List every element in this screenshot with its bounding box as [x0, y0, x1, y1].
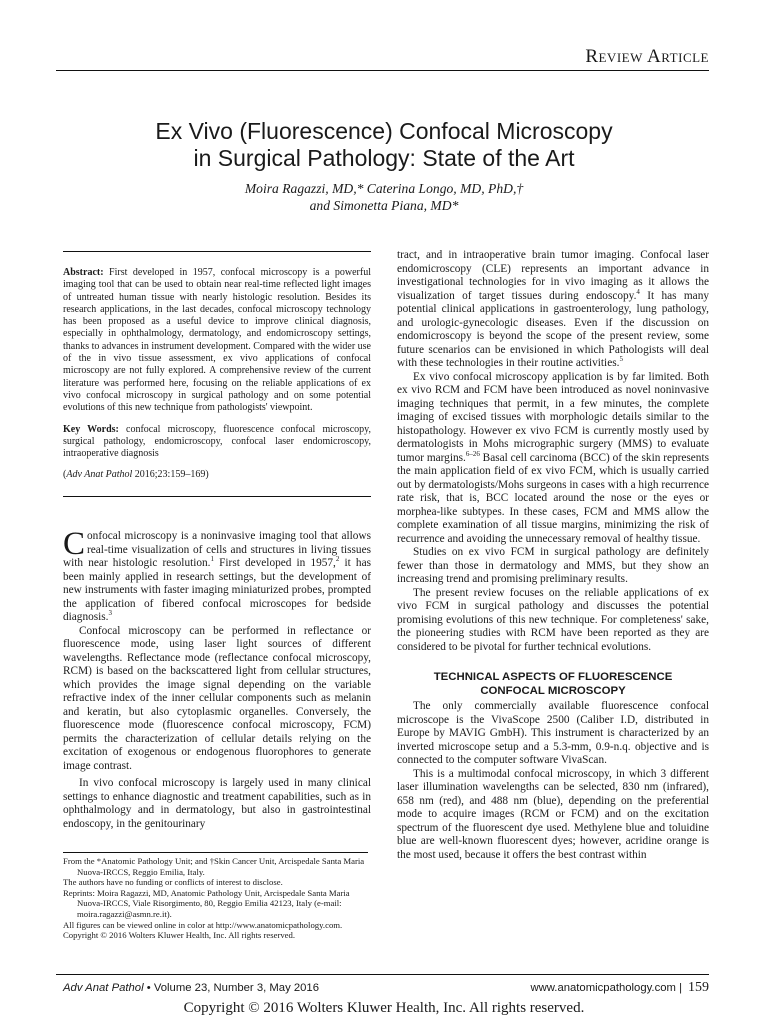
authors-line-2: and Simonetta Piana, MD* [309, 198, 459, 213]
keywords-label: Key Words: [63, 423, 119, 435]
authors-line-1: Moira Ragazzi, MD,* Caterina Longo, MD, PhD,† [244, 181, 524, 196]
header-rule [56, 70, 709, 71]
footnote-rule [63, 852, 368, 853]
reference-link[interactable]: 3 [108, 609, 113, 618]
footnote-affiliations: From the *Anatomic Pathology Unit; and †Skin Cancer Unit, Arcispedale Santa Maria Nuova-IRCCS, Reggio Emilia, Italy. [63, 856, 365, 877]
reference-link[interactable]: 6–26 [465, 449, 480, 458]
citation-details: 2016;23:159–169) [132, 469, 209, 481]
footer-journal: Adv Anat Pathol [63, 982, 144, 994]
reference-link[interactable]: 5 [619, 355, 623, 364]
citation-line: (Adv Anat Pathol 2016;23:159–169) [63, 469, 209, 481]
copyright-banner: Copyright © 2016 Wolters Kluwer Health, Inc. All rights reserved. [183, 1000, 585, 1016]
footer-url-block [530, 982, 682, 994]
right-column-body [397, 249, 709, 862]
left-column-body [63, 526, 371, 831]
title-line-1: Ex Vivo (Fluorescence) Confocal Microscopy [155, 118, 613, 144]
abstract-label: Abstract: [63, 267, 104, 278]
body-paragraph: The only commercially available fluorescence confocal microscope is the VivaScope 2500 (Caliber I.D, distributed in Europe by MAVIG GmbH). This instrument is characterized by an inverted microscope setup and a 5.3-mm, 0.9-n.q. objective and is connected to the computer software VivaScan. [397, 700, 709, 766]
body-paragraph: Ex vivo confocal microscopy application is by far limited. Both ex vivo RCM and FCM have been introduced as novel noninvasive imaging techniques that permit, in a few minutes, the complete imaging of excised tissues with morphologic details similar to the histopathology. However ex vivo FCM is currently mostly used by dermatologists in Mohs micrographic surgery (MMS) to evaluate tumor margins.$^{6-26}$ Basal cell carcinoma (BCC) of the skin represents the main application field of ex vivo FCM, which is usually carried out by dermatologists/Mohs surgeons in cases with a high recurrence rate risk, that is, BCC located around the nose or the eyes or morphea-like subtypes. In these cases, FCM and MMS allow the complete examination of all tissue margins, minimizing the risk of recurrence and avoiding the unnecessary removal of healthy tissue. [397, 370, 709, 545]
footnotes [63, 856, 368, 941]
abstract-text: First developed in 1957, confocal microscopy is a powerful imaging tool that can be used to obtain near real-time reflected light images of untreated human tissue with nearly histologic resolution. Besides its research applications, in the last decades, confocal microscopy technology has been proposed as a useful device to improve clinical diagnosis, especially in ophthalmology, dermatology, and endomicroscopy settings, thanks to advances in instrument development. Compared with the wider use of the in vivo tissue assessment, ex vivo applications of confocal microscopy are not fully explored. A comprehensive review of the current literature was performed here, focusing on the reliable applications of ex vivo confocal microscopy in surgical pathology and on some potential evolutions of this new technique from pathologists' viewpoint. [63, 267, 371, 414]
keywords-paragraph [63, 424, 371, 461]
footer-issue: • Volume 23, Number 3, May 2016 [143, 982, 319, 994]
abstract-box [63, 251, 371, 497]
body-paragraph: The present review focuses on the reliable applications of ex vivo FCM in surgical pathology and discusses the potential promising evolutions of this new technique. For completeness' sake, the pioneering studies with RCM have been reported as they are considered to be pivotal for further technical evolutions. [397, 586, 709, 653]
footnote-funding: The authors have no funding or conflicts of interest to disclose. [63, 877, 283, 888]
body-paragraph: In vivo confocal microscopy is largely used in many clinical settings to enhance diagnostic and treatment capabilities, such as in ophthalmology and in dermatology, but also in gastrointestinal endoscopy, in the genitourinary [63, 777, 371, 830]
title-line-2: in Surgical Pathology: State of the Art [193, 145, 575, 171]
footer-url[interactable]: www.anatomicpathology.com [530, 982, 676, 994]
section-heading: TECHNICAL ASPECTS OF FLUORESCENCE CONFOCAL MICROSCOPY [433, 671, 673, 697]
author-list [0, 180, 768, 214]
reference-link[interactable]: 1 [210, 555, 214, 564]
footnote-figures: All figures can be viewed online in color at http://www.anatomicpathology.com. [63, 919, 343, 930]
body-paragraph: Confocal microscopy can be performed in reflectance or fluorescence mode, using laser light sources of different wavelengths. Reflectance mode (reflectance confocal microscopy, RCM) is based on the backscattered light from cellular structures, which provides the image signal depending on the variable refractive index of the inner cellular components such as melanin and keratin, but also cytoplasmic organelles. Conversely, the fluorescence mode (fluorescence confocal microscopy, FCM) permits the characterization of cellular details relying on the excitation of exogenous or endogenous fluorophores to generate image contrast. [63, 624, 371, 772]
page-number: 159 [688, 980, 709, 995]
body-paragraph: tract, and in intraoperative brain tumor imaging. Confocal laser endomicroscopy (CLE) represents an important advance in investigational technologies for in vivo imaging as it allows the visualization of target tissues during endoscopy.$^4$ It has many potential clinical applications in gastroenterology, lung pathology, and urologic-gynecologic diseases. Even if the discussion on endomicroscopy is beyond the scope of the present review, some future scenarios can be envisioned in which Pathologists will deal with these technologies in their routine activities.$^5$ [397, 249, 709, 369]
footer-separator: | [679, 982, 682, 994]
reference-link[interactable]: 2 [335, 555, 340, 564]
drop-cap: C [63, 526, 86, 562]
article-title [0, 118, 768, 172]
reference-link[interactable]: 4 [636, 287, 640, 296]
citation-journal: Adv Anat Pathol [66, 469, 133, 481]
keywords-text: confocal microscopy, fluorescence confocal microscopy, surgical pathology, endomicroscopy, confocal laser endomicroscopy, intraoperative diagnosis [63, 423, 371, 460]
abstract-paragraph [63, 267, 371, 415]
article-type-kicker: Review Article [585, 46, 709, 67]
intro-paragraph: Confocal microscopy is a noninvasive imaging tool that allows real-time visualization of cells and structures in living tissues with near histologic resolution.$^1$ First developed in 1957,$^2$ it has been mainly applied in research settings, but the development of new instruments with faster imaging miniaturized probes, prompted the application of fibered confocal microscopes for bedside diagnosis.$^3$ [63, 526, 371, 623]
body-paragraph: Studies on ex vivo FCM in surgical pathology are definitely fewer than those in dermatology and MMS, but they show an increasing trend and promising preliminary results. [397, 546, 709, 585]
footnote-copyright: Copyright © 2016 Wolters Kluwer Health, Inc. All rights reserved. [63, 930, 296, 941]
footer-journal-info [63, 982, 319, 994]
body-paragraph: This is a multimodal confocal microscopy, in which 3 different laser illumination wavelengths can be selected, 830 nm (infrared), 658 nm (red), and 488 nm (blue), depending on the preferential mode to acquire images (RCM or FCM) and on the excitation spectrum of the fluorescent dye used. Methylene blue and toluidine blue are well-known fluorescent dyes; however, acridine orange is the most used, because it offers the best contrast within [397, 767, 709, 861]
footnote-reprints: Reprints: Moira Ragazzi, MD, Anatomic Pathology Unit, Arcispedale Santa Maria Nuova-IRCCS, Viale Risorgimento, 80, Reggio Emilia 42123, Italy (e-mail: moira.ragazzi@asmn.re.it). [63, 887, 350, 919]
footer-rule [56, 974, 709, 975]
